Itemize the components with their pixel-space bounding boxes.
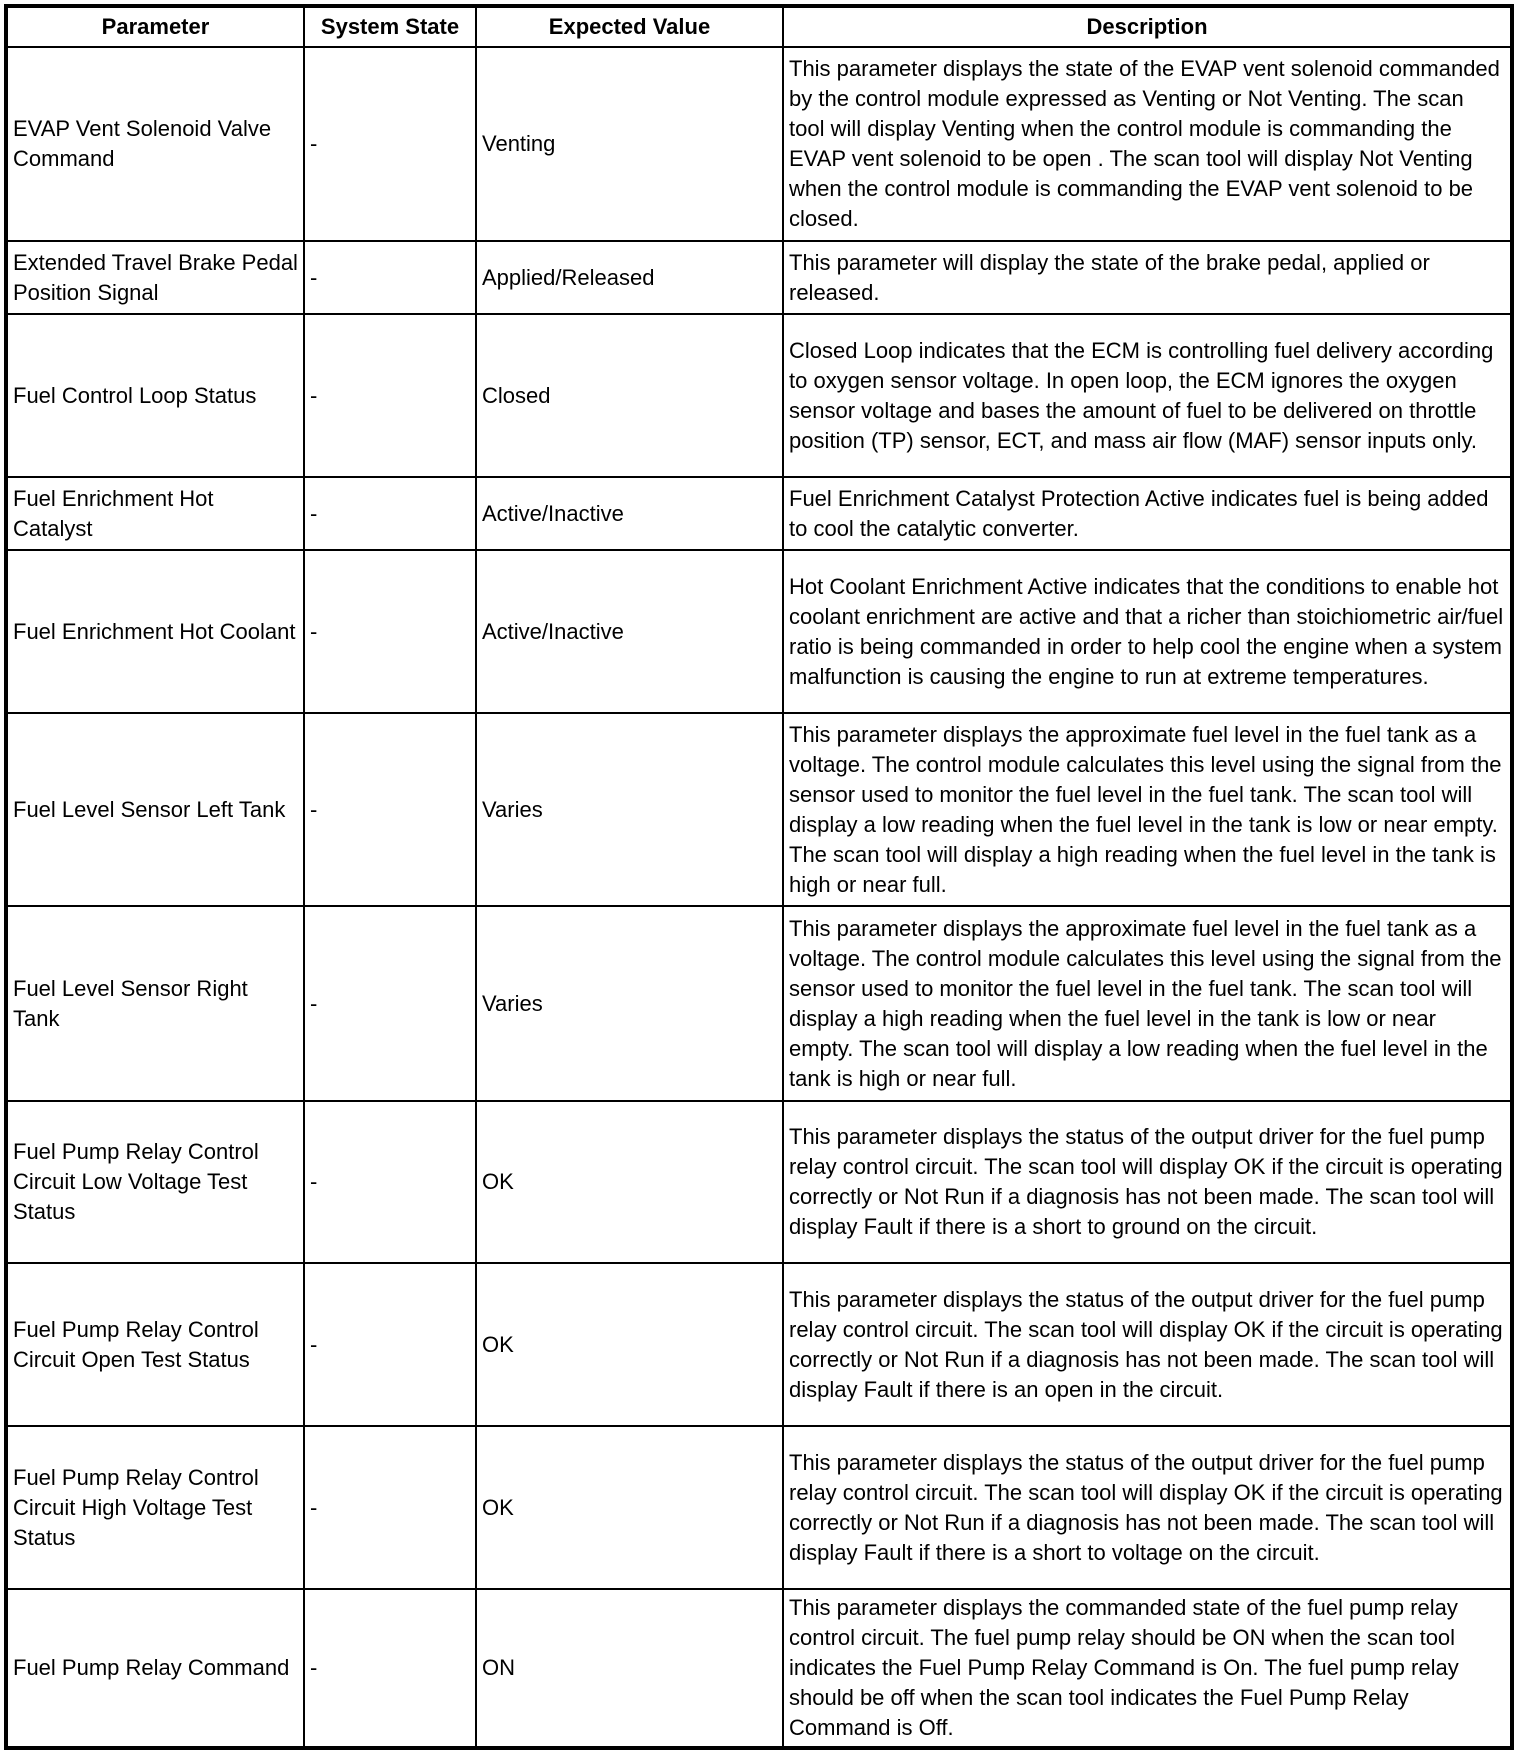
system-state-cell: - — [304, 906, 476, 1101]
description-cell: This parameter displays the commanded state of the fuel pump relay control circuit. The fuel pump relay should be ON when the scan tool indicates the Fuel Pump Relay Command is On. The fuel pump relay should be off when the scan tool indicates the Fuel Pump Relay Command is Off. — [783, 1589, 1512, 1748]
expected-value-cell: Active/Inactive — [476, 477, 783, 550]
description-cell: This parameter displays the approximate fuel level in the fuel tank as a voltage. The control module calculates this level using the signal from the sensor used to monitor the fuel level in the fuel tank. The scan tool will display a high reading when the fuel level in the tank is low or near empty. The scan tool will display a low reading when the fuel level in the tank is high or near full. — [783, 906, 1512, 1101]
parameter-cell: Fuel Level Sensor Right Tank — [6, 906, 304, 1101]
expected-value-cell: ON — [476, 1589, 783, 1748]
expected-value-cell: Varies — [476, 906, 783, 1101]
system-state-cell: - — [304, 713, 476, 906]
system-state-cell: - — [304, 1589, 476, 1748]
parameter-cell: Fuel Pump Relay Control Circuit Low Voltage Test Status — [6, 1101, 304, 1263]
parameter-table — [4, 4, 1514, 1750]
system-state-cell: - — [304, 314, 476, 477]
expected-value-cell: Varies — [476, 713, 783, 906]
table-row — [6, 713, 1512, 906]
table-row — [6, 906, 1512, 1101]
header-description: Description — [783, 6, 1512, 47]
header-expected-value: Expected Value — [476, 6, 783, 47]
system-state-cell: - — [304, 1426, 476, 1589]
table-row — [6, 1263, 1512, 1426]
table-row — [6, 47, 1512, 241]
expected-value-cell: Venting — [476, 47, 783, 241]
system-state-cell: - — [304, 477, 476, 550]
description-cell: Hot Coolant Enrichment Active indicates that the conditions to enable hot coolant enrichment are active and that a richer than stoichiometric air/fuel ratio is being commanded in order to help cool the engine when a system malfunction is causing the engine to run at extreme temperatures. — [783, 550, 1512, 713]
expected-value-cell: Closed — [476, 314, 783, 477]
header-row — [6, 6, 1512, 47]
description-cell: This parameter will display the state of the brake pedal, applied or released. — [783, 241, 1512, 314]
parameter-cell: Fuel Control Loop Status — [6, 314, 304, 477]
parameter-cell: Fuel Level Sensor Left Tank — [6, 713, 304, 906]
header-parameter: Parameter — [6, 6, 304, 47]
expected-value-cell: OK — [476, 1101, 783, 1263]
table-row — [6, 1589, 1512, 1748]
parameter-cell: Fuel Pump Relay Control Circuit High Voltage Test Status — [6, 1426, 304, 1589]
expected-value-cell: Applied/Released — [476, 241, 783, 314]
system-state-cell: - — [304, 241, 476, 314]
parameter-cell: EVAP Vent Solenoid Valve Command — [6, 47, 304, 241]
table-row — [6, 314, 1512, 477]
table-row — [6, 550, 1512, 713]
table-row — [6, 1101, 1512, 1263]
system-state-cell: - — [304, 550, 476, 713]
parameter-cell: Fuel Pump Relay Control Circuit Open Test Status — [6, 1263, 304, 1426]
system-state-cell: - — [304, 47, 476, 241]
table-row — [6, 241, 1512, 314]
table-row — [6, 1426, 1512, 1589]
expected-value-cell: OK — [476, 1426, 783, 1589]
system-state-cell: - — [304, 1101, 476, 1263]
table-row — [6, 477, 1512, 550]
parameter-cell: Fuel Enrichment Hot Catalyst — [6, 477, 304, 550]
parameter-cell: Fuel Pump Relay Command — [6, 1589, 304, 1748]
description-cell: This parameter displays the status of the output driver for the fuel pump relay control circuit. The scan tool will display OK if the circuit is operating correctly or Not Run if a diagnosis has not been made. The scan tool will display Fault if there is an open in the circuit. — [783, 1263, 1512, 1426]
description-cell: This parameter displays the approximate fuel level in the fuel tank as a voltage. The control module calculates this level using the signal from the sensor used to monitor the fuel level in the fuel tank. The scan tool will display a low reading when the fuel level in the tank is low or near empty. The scan tool will display a high reading when the fuel level in the tank is high or near full. — [783, 713, 1512, 906]
description-cell: This parameter displays the state of the EVAP vent solenoid commanded by the control module expressed as Venting or Not Venting. The scan tool will display Venting when the control module is commanding the EVAP vent solenoid to be open . The scan tool will display Not Venting when the control module is commanding the EVAP vent solenoid to be closed. — [783, 47, 1512, 241]
description-cell: This parameter displays the status of the output driver for the fuel pump relay control circuit. The scan tool will display OK if the circuit is operating correctly or Not Run if a diagnosis has not been made. The scan tool will display Fault if there is a short to ground on the circuit. — [783, 1101, 1512, 1263]
parameter-cell: Extended Travel Brake Pedal Position Signal — [6, 241, 304, 314]
description-cell: Closed Loop indicates that the ECM is controlling fuel delivery according to oxygen sensor voltage. In open loop, the ECM ignores the oxygen sensor voltage and bases the amount of fuel to be delivered on throttle position (TP) sensor, ECT, and mass air flow (MAF) sensor inputs only. — [783, 314, 1512, 477]
system-state-cell: - — [304, 1263, 476, 1426]
description-cell: This parameter displays the status of the output driver for the fuel pump relay control circuit. The scan tool will display OK if the circuit is operating correctly or Not Run if a diagnosis has not been made. The scan tool will display Fault if there is a short to voltage on the circuit. — [783, 1426, 1512, 1589]
expected-value-cell: OK — [476, 1263, 783, 1426]
header-system-state: System State — [304, 6, 476, 47]
expected-value-cell: Active/Inactive — [476, 550, 783, 713]
parameter-cell: Fuel Enrichment Hot Coolant — [6, 550, 304, 713]
description-cell: Fuel Enrichment Catalyst Protection Active indicates fuel is being added to cool the catalytic converter. — [783, 477, 1512, 550]
